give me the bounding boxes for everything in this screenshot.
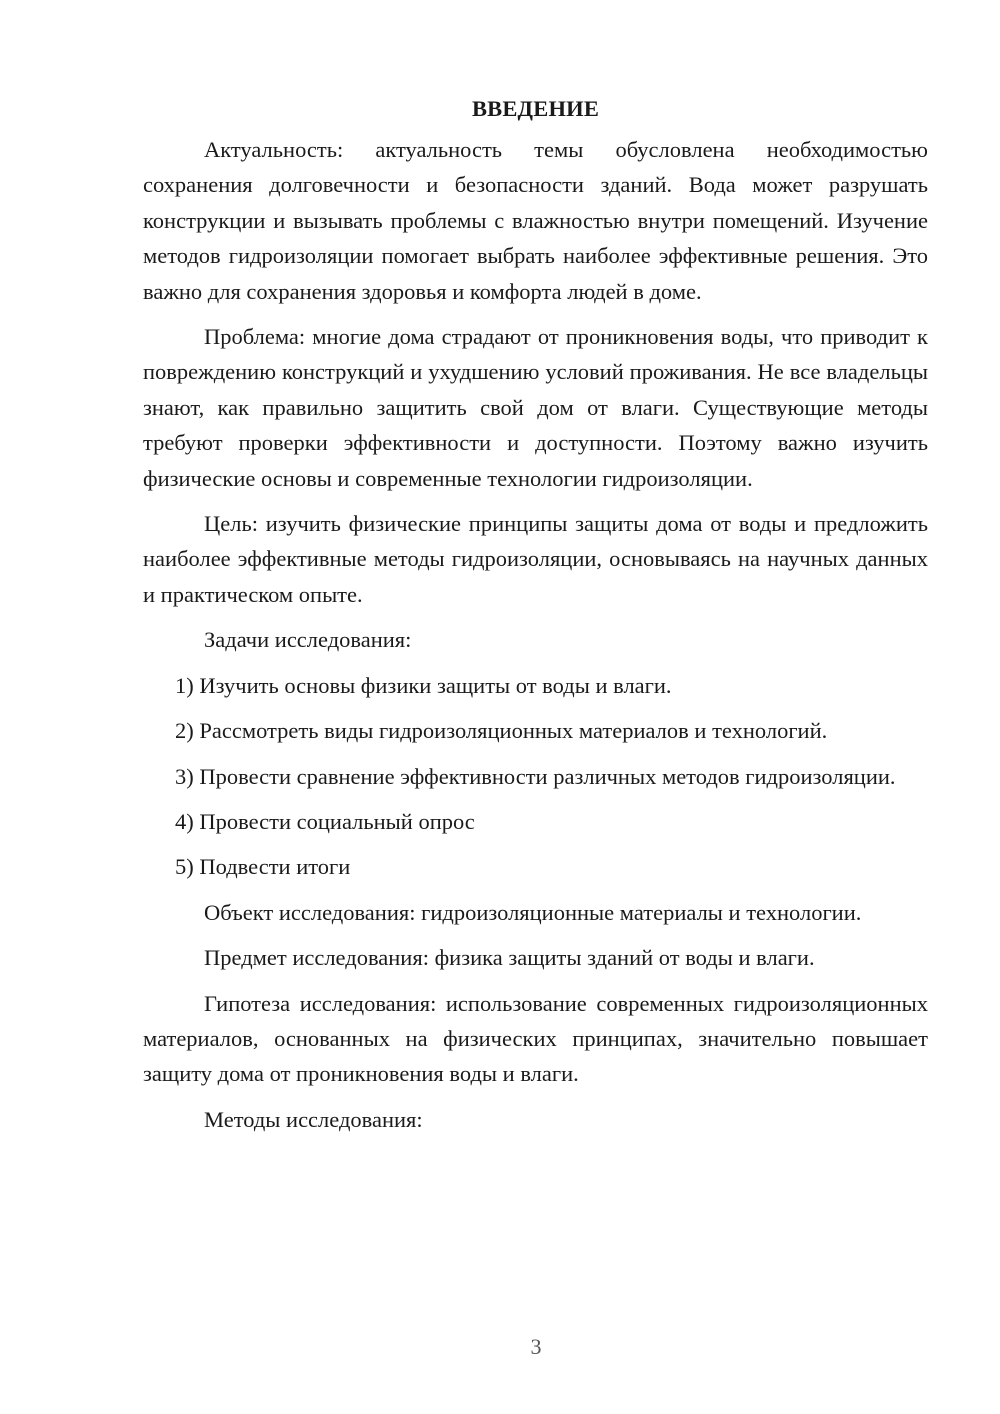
task-item-2: 2) Рассмотреть виды гидроизоляционных материалов и технологий.	[175, 718, 828, 744]
document-page	[143, 92, 928, 1137]
task-item-4: 4) Провести социальный опрос	[175, 808, 475, 834]
paragraph-object: Объект исследования: гидроизоляционные материалы и технологии.	[204, 899, 862, 925]
paragraph-hypothesis: Гипотеза исследования: использование современных гидроизоляционных материалов, основанных на физических принципах, значительно повышает защиту дома от проникновения воды и влаги.	[143, 990, 928, 1087]
paragraph-goal: Цель: изучить физические принципы защиты дома от воды и предложить наиболее эффективные методы гидроизоляции, основываясь на научных данных и практическом опыте.	[143, 511, 928, 607]
page-number: 3	[530, 1334, 542, 1359]
paragraph-methods: Методы исследования:	[204, 1106, 423, 1132]
paragraph-problem: Проблема: многие дома страдают от проникновения воды, что приводит к повреждению конструкций и ухудшению условий проживания. Не все владельцы знают, как правильно защитить свой дом от влаги. Существующие методы требуют проверки эффективности и доступности. Поэтому важно изучить физические основы и современные технологии гидроизоляции.	[143, 324, 928, 491]
paragraph-relevance: Актуальность: актуальность темы обусловлена необходимостью сохранения долговечности и безопасности зданий. Вода может разрушать конструкции и вызывать проблемы с влажностью внутри помещений. Изучение методов гидроизоляции помогает выбрать наиболее эффективные решения. Это важно для сохранения здоровья и комфорта людей в доме.	[143, 137, 928, 304]
section-title: ВВЕДЕНИЕ	[471, 96, 600, 121]
task-item-1: 1) Изучить основы физики защиты от воды и влаги.	[175, 672, 672, 698]
task-item-3: 3) Провести сравнение эффективности различных методов гидроизоляции.	[175, 763, 896, 789]
paragraph-tasks-heading: Задачи исследования:	[204, 627, 412, 653]
task-item-5: 5) Подвести итоги	[175, 854, 351, 880]
paragraph-subject: Предмет исследования: физика защиты зданий от воды и влаги.	[204, 945, 815, 971]
